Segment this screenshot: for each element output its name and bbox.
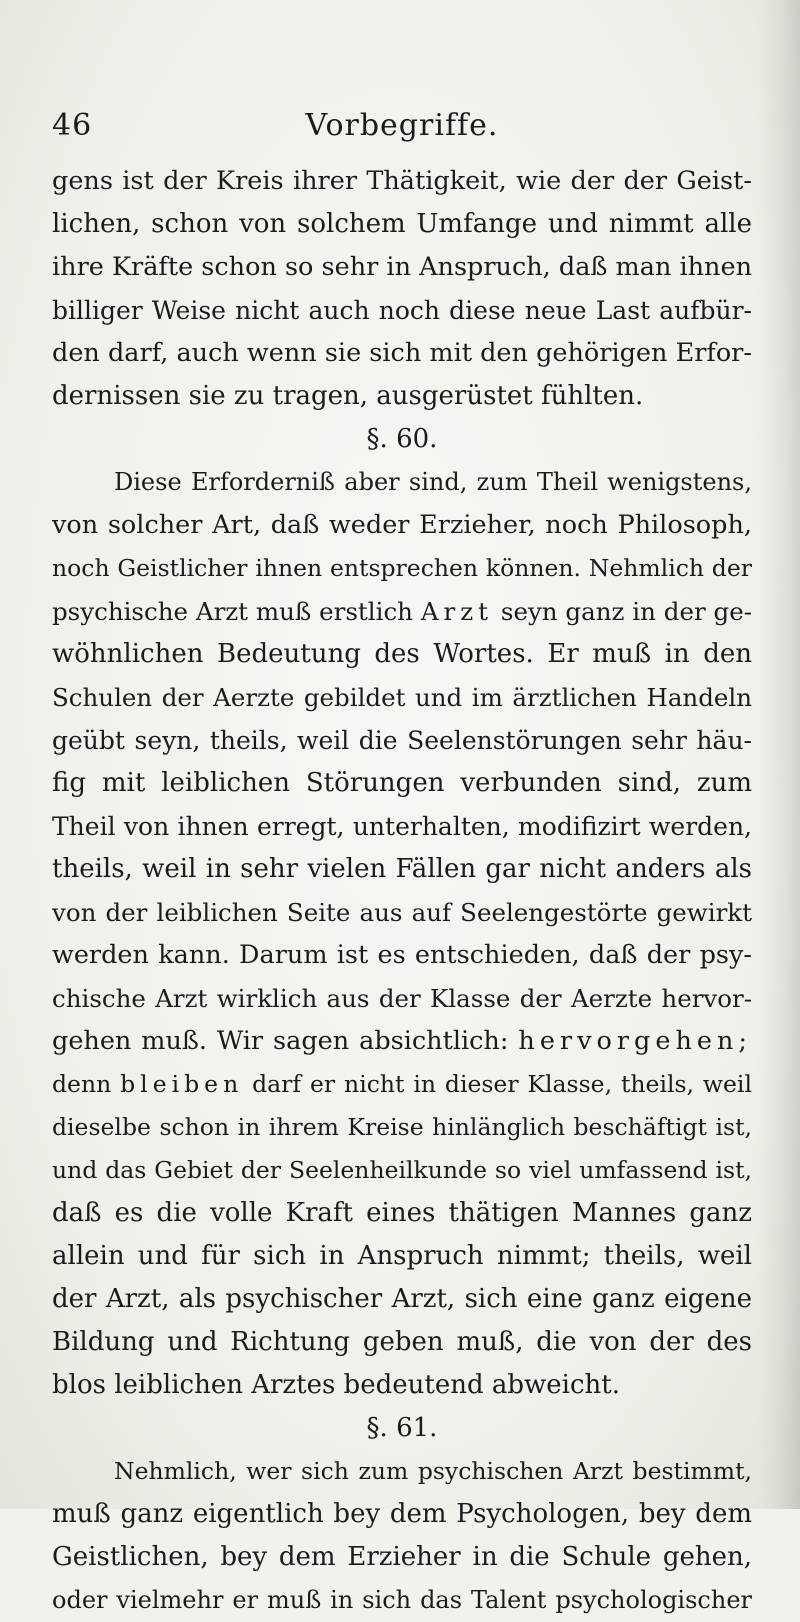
text-span: psychische Arzt muß erstlich: [52, 597, 413, 626]
text-line: den darf, auch wenn sie sich mit den gehörigen Erfor-: [52, 338, 752, 368]
text-line: der Arzt, als psychischer Arzt, sich eine ganz eigene: [52, 1284, 752, 1314]
text-line: von solcher Art, daß weder Erzieher, noch Philosoph,: [52, 510, 752, 540]
text-line: und das Gebiet der Seelenheilkunde so viel umfassend ist,: [52, 1156, 752, 1184]
text-line: theils, weil in sehr vielen Fällen gar nicht anders als: [52, 854, 752, 884]
text-span: seyn ganz in der ge-: [500, 597, 752, 626]
text-line: [52, 1020, 752, 1063]
text-span: denn: [52, 1070, 112, 1098]
text-line: oder vielmehr er muß in sich das Talent psychologischer: [52, 1586, 752, 1614]
text-line: dieselbe schon in ihrem Kreise hinlänglich beschäftigt ist,: [52, 1113, 752, 1141]
text-line: [52, 1063, 752, 1106]
text-line: daß es die volle Kraft eines thätigen Mannes ganz: [52, 1198, 752, 1228]
text-line: muß ganz eigentlich bey dem Psychologen, bey dem: [52, 1499, 752, 1529]
text-line: lichen, schon von solchem Umfange und nimmt alle: [52, 209, 752, 239]
text-line: geübt seyn, theils, weil die Seelenstörungen sehr häu-: [52, 726, 752, 755]
text-line: Nehmlich, wer sich zum psychischen Arzt bestimmt,: [114, 1457, 752, 1485]
text-line: werden kann. Darum ist es entschieden, daß der psy-: [52, 940, 752, 970]
text-span: darf er nicht in dieser Klasse, theils, weil: [252, 1070, 752, 1098]
emphasis-spaced: bleiben: [120, 1070, 244, 1098]
emphasis-spaced: Arzt: [420, 597, 493, 626]
text-block: [52, 160, 752, 1622]
text-line: noch Geistlicher ihnen entsprechen können. Nehmlich der: [52, 554, 752, 582]
text-line: chische Arzt wirklich aus der Klasse der Aerzte hervor-: [52, 984, 752, 1013]
text-line: Diese Erforderniß aber sind, zum Theil wenigstens,: [114, 468, 752, 496]
page-number: 46: [52, 108, 93, 143]
running-title: Vorbegriffe.: [305, 108, 499, 143]
section-heading-60: §. 60.: [366, 424, 438, 454]
text-line: blos leiblichen Arztes bedeutend abweicht.: [52, 1370, 620, 1400]
emphasis-spaced: hervorgehen;: [518, 1026, 752, 1056]
text-line: Geistlichen, bey dem Erzieher in die Schule gehen,: [52, 1542, 752, 1572]
text-line: dernissen sie zu tragen, ausgerüstet fühlten.: [52, 381, 644, 411]
text-line: ihre Kräfte schon so sehr in Anspruch, daß man ihnen: [52, 252, 752, 282]
text-line: gens ist der Kreis ihrer Thätigkeit, wie der der Geist-: [52, 166, 752, 196]
text-line: Bildung und Richtung geben muß, die von der des: [52, 1327, 752, 1357]
text-span: gehen muß. Wir sagen absichtlich:: [52, 1026, 509, 1056]
page-edge-shadow: [758, 0, 800, 1509]
text-line: allein und für sich in Anspruch nimmt; theils, weil: [52, 1241, 752, 1271]
section-heading-61: §. 61.: [366, 1413, 438, 1443]
text-line: Theil von ihnen erregt, unterhalten, modifizirt werden,: [52, 812, 752, 841]
text-line: [52, 590, 752, 633]
text-line: Schulen der Aerzte gebildet und im ärztlichen Handeln: [52, 683, 752, 712]
text-line: wöhnlichen Bedeutung des Wortes. Er muß in den: [52, 639, 752, 669]
text-line: billiger Weise nicht auch noch diese neue Last aufbür-: [52, 296, 752, 325]
page-header: [52, 108, 752, 152]
text-line: von der leiblichen Seite aus auf Seelengestörte gewirkt: [52, 898, 752, 927]
text-line: fig mit leiblichen Störungen verbunden sind, zum: [52, 768, 752, 798]
